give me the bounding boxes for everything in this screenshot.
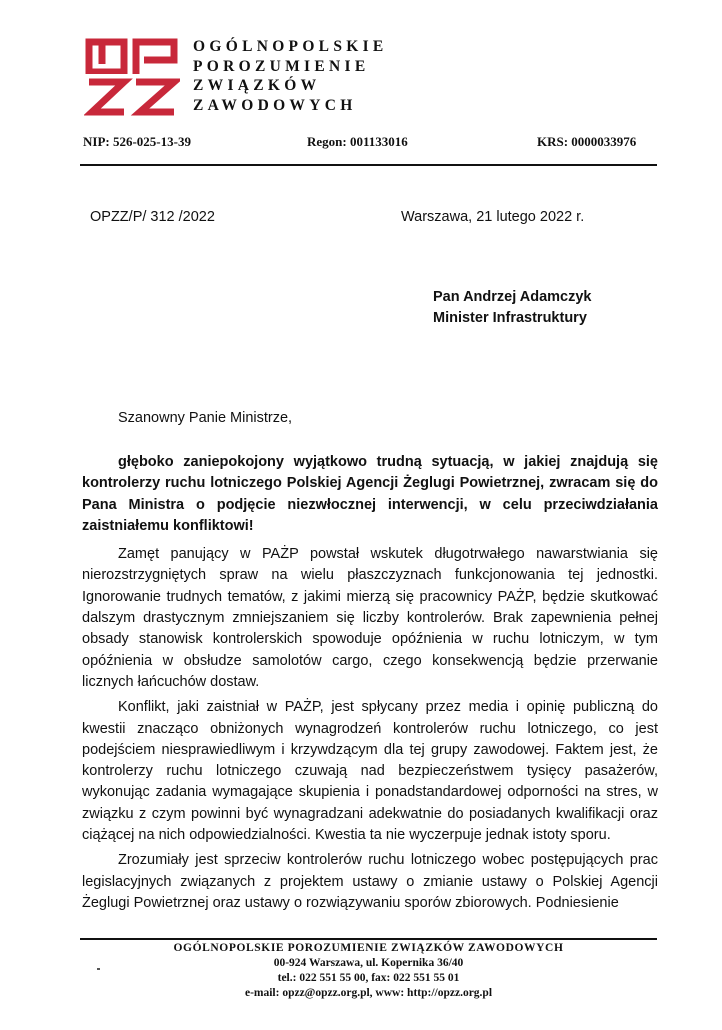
body-paragraph: Zamęt panujący w PAŻP powstał wskutek długotrwałego nawarstwiania się nierozstrzygniętych spraw na wielu płaszczyznach funkcjonowania tej jednostki. Ignorowanie trudnych tematów, z jakimi mierzą się pracownicy PAŻP, będzie skutkować dalszym drastycznym zmniejszaniem się liczby kontrolerów. Brak zapewnienia pełnej obsady stanowisk kontrolerskich spowoduje opóźnienia w ruchu lotniczym, w tym opóźnienia w obsłudze samolotów cargo, czego konsekwencją będzie przerwanie licznych łańcuchów dostaw. (82, 546, 658, 690)
org-name-line: ZAWODOWYCH (193, 96, 357, 114)
org-name-line: OGÓLNOPOLSKIE (193, 38, 388, 55)
footer-contact: e-mail: opzz@opzz.org.pl, www: http://opzz.org.pl (244, 987, 493, 999)
header-divider (80, 164, 657, 166)
addressee-name: Pan Andrzej Adamczyk (433, 289, 592, 305)
scan-speck (97, 968, 100, 970)
footer-address: 00-924 Warszawa, ul. Kopernika 36/40 (273, 957, 464, 969)
lead-paragraph: głęboko zaniepokojony wyjątkowo trudną sytuacją, w jakiej znajdują się kontrolerzy ruchu lotniczego Polskiej Agencji Żeglugi Powietrznej, zwracam się do Pana Ministra o podjęcie niezwłocznej interwencji, w celu przeciwdziałania zaistniałemu konfliktowi! (82, 454, 658, 534)
place-date: Warszawa, 21 lutego 2022 r. (401, 209, 585, 225)
footer-divider (80, 938, 657, 940)
regon-number: Regon: 001133016 (307, 134, 408, 149)
body-paragraph: Konflikt, jaki zaistniał w PAŻP, jest spłycany przez media i opinię publiczną do kwestii znacząco obniżonych wynagrodzeń kontrolerów ruchu lotniczego, co jest podejściem niesprawiedliwym i krzywdzącym dla tej grupy zawodowej. Faktem jest, że kontrolerzy ruchu lotniczego czuwają nad bezpieczeństwem tysięcy pasażerów, wykonując zadania wymagające skupienia i ponadstandardowej odporności na stres, w związku z czym powinni być wynagradzani adekwatnie do posiadanych kwalifikacji oraz ciążącej na nich odpowiedzialności. Kwestia ta nie wyczerpuje jednak istoty sporu. (82, 699, 658, 844)
nip-number: NIP: 526-025-13-39 (83, 134, 191, 149)
salutation: Szanowny Panie Ministrze, (118, 410, 293, 426)
addressee-title: Minister Infrastruktury (433, 310, 587, 326)
krs-number: KRS: 0000033976 (537, 134, 637, 149)
org-name-line: ZWIĄZKÓW (193, 77, 321, 94)
addressee-block (433, 287, 591, 329)
footer-phone: tel.: 022 551 55 00, fax: 022 551 55 01 (277, 972, 460, 984)
footer (80, 941, 657, 1001)
letter-body (82, 452, 658, 914)
org-name (193, 37, 388, 115)
opzz-logo (84, 38, 180, 116)
org-name-line: POROZUMIENIE (193, 57, 370, 75)
footer-org-name: OGÓLNOPOLSKIE POROZUMIENIE ZWIĄZKÓW ZAWODOWYCH (173, 942, 564, 954)
reference-number: OPZZ/P/ 312 /2022 (90, 209, 215, 225)
body-paragraph: Zrozumiały jest sprzeciw kontrolerów ruchu lotniczego wobec postępujących prac legislacyjnych związanych z projektem ustawy o zmianie ustawy o Polskiej Agencji Żeglugi Powietrznej oraz ustawy o rozwiązywaniu sporów zbiorowych. Podniesienie (82, 852, 658, 911)
